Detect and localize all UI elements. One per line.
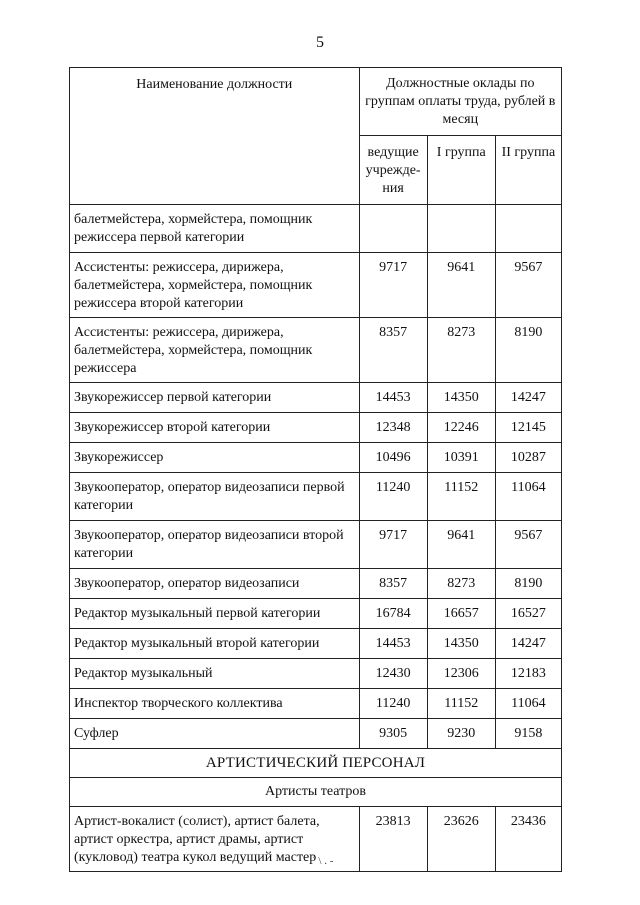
salary-leading: 10496 bbox=[359, 443, 427, 473]
salary-group-1: 9230 bbox=[427, 719, 495, 749]
salary-group-2: 9158 bbox=[495, 719, 561, 749]
table-row bbox=[70, 659, 562, 689]
salary-group-2: 14247 bbox=[495, 383, 561, 413]
salary-leading: 14453 bbox=[359, 629, 427, 659]
group-1-header: I группа bbox=[427, 136, 495, 205]
salary-leading bbox=[359, 205, 427, 253]
salary-group-2: 12183 bbox=[495, 659, 561, 689]
salary-group-1: 8273 bbox=[427, 318, 495, 383]
table-row bbox=[70, 719, 562, 749]
salary-leading: 9717 bbox=[359, 521, 427, 569]
salary-group-2 bbox=[495, 205, 561, 253]
salary-leading: 23813 bbox=[359, 807, 427, 872]
position-name: Звукооператор, оператор видеозаписи первой категории bbox=[70, 473, 360, 521]
table-row bbox=[70, 413, 562, 443]
salary-leading: 9717 bbox=[359, 253, 427, 318]
table-row bbox=[70, 318, 562, 383]
position-name: Звукорежиссер второй категории bbox=[70, 413, 360, 443]
table-row bbox=[70, 443, 562, 473]
salary-group-2: 11064 bbox=[495, 473, 561, 521]
page-number: 5 bbox=[316, 34, 324, 51]
salary-group-2: 9567 bbox=[495, 521, 561, 569]
salary-group-1: 9641 bbox=[427, 521, 495, 569]
salary-group-1: 14350 bbox=[427, 383, 495, 413]
salary-group-header: Должностные оклады по группам оплаты труда, рублей в месяц bbox=[359, 68, 561, 136]
table-row bbox=[70, 599, 562, 629]
salary-leading: 12430 bbox=[359, 659, 427, 689]
salary-leading: 9305 bbox=[359, 719, 427, 749]
salary-group-2: 9567 bbox=[495, 253, 561, 318]
salary-leading: 11240 bbox=[359, 689, 427, 719]
position-name: Суфлер bbox=[70, 719, 360, 749]
position-name: Ассистенты: режиссера, дирижера, балетмейстера, хормейстера, помощник режиссера bbox=[70, 318, 360, 383]
salary-group-1: 12306 bbox=[427, 659, 495, 689]
table-row bbox=[70, 383, 562, 413]
position-name-header: Наименование должности bbox=[70, 68, 360, 205]
salary-leading: 14453 bbox=[359, 383, 427, 413]
salary-group-2: 12145 bbox=[495, 413, 561, 443]
position-name: Инспектор творческого коллектива bbox=[70, 689, 360, 719]
salary-group-1: 23626 bbox=[427, 807, 495, 872]
salary-group-2: 10287 bbox=[495, 443, 561, 473]
table-row bbox=[70, 205, 562, 253]
leading-institutions-header: ведущие учрежде- ния bbox=[359, 136, 427, 205]
section-row bbox=[70, 749, 562, 778]
salary-group-1: 12246 bbox=[427, 413, 495, 443]
table-row bbox=[70, 253, 562, 318]
salary-group-1: 14350 bbox=[427, 629, 495, 659]
salary-group-1 bbox=[427, 205, 495, 253]
position-name: Редактор музыкальный первой категории bbox=[70, 599, 360, 629]
salary-leading: 8357 bbox=[359, 318, 427, 383]
salary-leading: 12348 bbox=[359, 413, 427, 443]
position-name: Звукорежиссер bbox=[70, 443, 360, 473]
position-name: Звукооператор, оператор видеозаписи второй категории bbox=[70, 521, 360, 569]
subsection-title: Артисты театров bbox=[70, 778, 562, 807]
salary-group-2: 8190 bbox=[495, 318, 561, 383]
section-title: АРТИСТИЧЕСКИЙ ПЕРСОНАЛ bbox=[70, 749, 562, 778]
position-name: балетмейстера, хормейстера, помощник режиссера первой категории bbox=[70, 205, 360, 253]
table-row bbox=[70, 629, 562, 659]
salary-leading: 11240 bbox=[359, 473, 427, 521]
position-name: Звукорежиссер первой категории bbox=[70, 383, 360, 413]
subsection-row bbox=[70, 778, 562, 807]
salary-group-1: 9641 bbox=[427, 253, 495, 318]
table-row bbox=[70, 689, 562, 719]
salary-group-1: 11152 bbox=[427, 689, 495, 719]
table-row bbox=[70, 569, 562, 599]
scan-marks: ʿ \ . - bbox=[312, 855, 334, 867]
group-2-header: II группа bbox=[495, 136, 561, 205]
salary-group-2: 14247 bbox=[495, 629, 561, 659]
salary-group-2: 23436 bbox=[495, 807, 561, 872]
position-name: Ассистенты: режиссера, дирижера, балетмейстера, хормейстера, помощник режиссера второй категории bbox=[70, 253, 360, 318]
table-row bbox=[70, 473, 562, 521]
position-name: Звукооператор, оператор видеозаписи bbox=[70, 569, 360, 599]
salary-table bbox=[69, 67, 562, 872]
salary-group-1: 11152 bbox=[427, 473, 495, 521]
position-name: Редактор музыкальный второй категории bbox=[70, 629, 360, 659]
salary-group-1: 16657 bbox=[427, 599, 495, 629]
salary-group-1: 10391 bbox=[427, 443, 495, 473]
salary-group-1: 8273 bbox=[427, 569, 495, 599]
salary-group-2: 16527 bbox=[495, 599, 561, 629]
salary-group-2: 8190 bbox=[495, 569, 561, 599]
salary-leading: 16784 bbox=[359, 599, 427, 629]
salary-leading: 8357 bbox=[359, 569, 427, 599]
salary-group-2: 11064 bbox=[495, 689, 561, 719]
position-name: Артист-вокалист (солист), артист балета, артист оркестра, артист драмы, артист (кукловод) театра кукол ведущий мастер bbox=[70, 807, 360, 872]
table-row bbox=[70, 521, 562, 569]
position-name: Редактор музыкальный bbox=[70, 659, 360, 689]
